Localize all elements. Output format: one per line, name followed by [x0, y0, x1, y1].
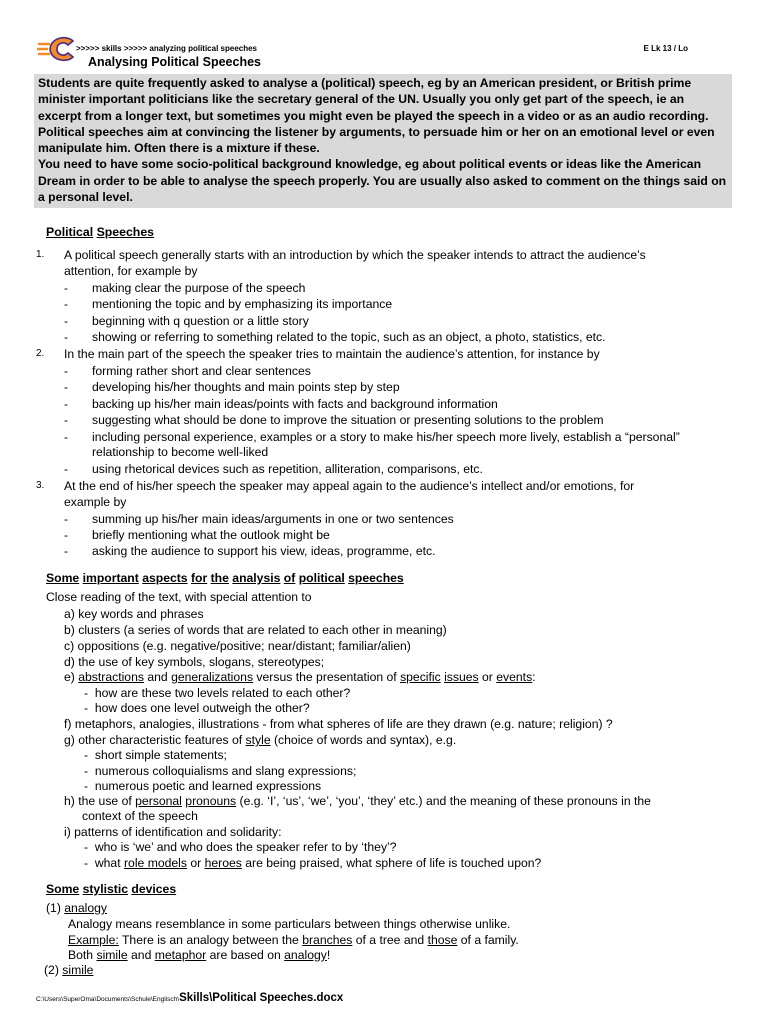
- bullet-text: using rhetorical devices such as repetition, alliteration, comparisons, etc.: [92, 462, 483, 476]
- bullet-text: relationship to become well-liked: [92, 445, 269, 459]
- heading-word: Some: [46, 571, 80, 585]
- heading-word: for: [190, 571, 208, 585]
- bullet-text: making clear the purpose of the speech: [92, 281, 306, 295]
- intro-paragraph: Students are quite frequently asked to analyse a (political) speech, eg by an American president, or British prime minister important politicians like the secretary general of the UN. Usually you only get part of the speech, ie an excerpt from a longer text, but sometimes you might even be played the speech in a video or as an audio recording.: [38, 76, 709, 123]
- bullet-text: briefly mentioning what the outlook might be: [92, 528, 330, 542]
- list-number: 2.: [36, 348, 45, 359]
- intro-box: [34, 74, 732, 208]
- heading-word: devices: [131, 882, 177, 896]
- section-heading-political-speeches: [46, 225, 154, 239]
- aspect-subitem: - how are these two levels related to each other?: [84, 686, 351, 700]
- heading-word: stylistic: [82, 882, 128, 896]
- aspect-subitem: - short simple statements;: [84, 748, 227, 762]
- aspect-subitem: - who is ‘we’ and who does the speaker refer to by ‘they’?: [84, 840, 397, 854]
- list-item-text: In the main part of the speech the speaker tries to maintain the audience’s attention, for instance by: [64, 347, 600, 361]
- bullet-dash: -: [64, 330, 69, 344]
- bullet-dash: -: [64, 364, 69, 378]
- section-heading-aspects: [46, 570, 404, 586]
- list-item-text: example by: [64, 495, 127, 509]
- document-title: Analysing Political Speeches: [88, 55, 261, 69]
- heading-word: Speeches: [96, 225, 154, 239]
- bullet-text: asking the audience to support his view, ideas, programme, etc.: [92, 544, 436, 558]
- heading-word: important: [82, 571, 139, 585]
- heading-word: aspects: [142, 571, 188, 585]
- aspect-item: d) the use of key symbols, slogans, stereotypes;: [64, 655, 325, 669]
- device-item: (2) simile: [44, 963, 94, 977]
- device-example: Example: There is an analogy between the branches of a tree and those of a family.: [68, 933, 519, 947]
- bullet-dash: -: [64, 297, 69, 311]
- aspect-item: a) key words and phrases: [64, 607, 204, 621]
- bullet-dash: -: [64, 413, 69, 427]
- bullet-dash: -: [64, 281, 69, 295]
- footer-path: C:\Users\SuperOma\Documents\Schule\Englisch\: [36, 996, 180, 1003]
- bullet-text: showing or referring to something related to the topic, such as an object, a photo, statistics, etc.: [92, 330, 606, 344]
- heading-word: analysis: [232, 571, 281, 585]
- list-item-text: A political speech generally starts with an introduction by which the speaker intends to attract the audience’s: [64, 248, 646, 262]
- bullet-text: developing his/her thoughts and main points step by step: [92, 380, 400, 394]
- bullet-dash: -: [64, 544, 69, 558]
- footer-filename: Skills\Political Speeches.docx: [179, 992, 344, 1004]
- bullet-dash: -: [64, 512, 69, 526]
- aspect-item: e) abstractions and generalizations versus the presentation of specific issues or events:: [64, 670, 536, 684]
- logo-icon: [37, 36, 77, 62]
- bullet-text: mentioning the topic and by emphasizing its importance: [92, 297, 393, 311]
- heading-word: Some: [46, 882, 80, 896]
- aspect-item: g) other characteristic features of style (choice of words and syntax), e.g.: [64, 733, 457, 747]
- heading-word: Political: [46, 225, 94, 239]
- aspect-item-continued: context of the speech: [82, 809, 198, 823]
- aspect-subitem: - how does one level outweigh the other?: [84, 701, 310, 715]
- heading-word: the: [210, 571, 229, 585]
- bullet-dash: -: [64, 397, 69, 411]
- document-code: E Lk 13 / Lo: [643, 44, 688, 53]
- intro-paragraph: Political speeches aim at convincing the listener by arguments, to persuade him or her on an emotional level or even manipulate him. Often there is a mixture if these.: [38, 124, 715, 156]
- device-item: (1) analogy: [46, 901, 107, 915]
- list-item-text: At the end of his/her speech the speaker may appeal again to the audience’s intellect and/or emotions, for: [64, 479, 635, 493]
- aspect-item: h) the use of personal pronouns (e.g. ‘I’, ‘us’, ‘we’, ‘you’, ‘they’ etc.) and the meaning of these pronouns in the: [64, 794, 651, 808]
- section-heading-stylistic-devices: [46, 881, 176, 897]
- device-note: Both simile and metaphor are based on analogy!: [68, 948, 331, 962]
- aspect-subitem: - numerous poetic and learned expressions: [84, 779, 322, 793]
- aspect-item: b) clusters (a series of words that are related to each other in meaning): [64, 623, 447, 637]
- bullet-text: backing up his/her main ideas/points with facts and background information: [92, 397, 498, 411]
- heading-word: of: [283, 571, 296, 585]
- bullet-dash: -: [64, 462, 69, 476]
- aspect-subitem: - what role models or heroes are being praised, what sphere of life is touched upon?: [84, 856, 542, 870]
- aspect-item: i) patterns of identification and solidarity:: [64, 825, 282, 839]
- bullet-text: summing up his/her main ideas/arguments in one or two sentences: [92, 512, 454, 526]
- bullet-dash: -: [64, 314, 69, 328]
- device-definition: Analogy means resemblance in some particulars between things otherwise unlike.: [68, 917, 511, 931]
- footer-file-path: [36, 988, 343, 1006]
- aspect-subitem: - numerous colloquialisms and slang expressions;: [84, 764, 357, 778]
- heading-word: political: [298, 571, 345, 585]
- bullet-text: including personal experience, examples or a story to make his/her speech more lively, establish a “personal”: [92, 430, 680, 444]
- breadcrumb: >>>>> skills >>>>> analyzing political speeches: [76, 44, 257, 53]
- bullet-text: forming rather short and clear sentences: [92, 364, 311, 378]
- bullet-text: beginning with q question or a little story: [92, 314, 309, 328]
- list-number: 1.: [36, 249, 45, 260]
- aspect-item: f) metaphors, analogies, illustrations - from what spheres of life are they drawn (e.g. nature; religion) ?: [64, 717, 613, 731]
- intro-paragraph: You need to have some socio-political background knowledge, eg about political events or ideas like the American Dream in order to be able to analyse the speech properly. You are usually also asked to comment on the things said on a personal level.: [38, 157, 727, 205]
- bullet-dash: -: [64, 430, 69, 444]
- bullet-dash: -: [64, 528, 69, 542]
- bullet-text: suggesting what should be done to improve the situation or presenting solutions to the problem: [92, 413, 604, 427]
- aspect-item: c) oppositions (e.g. negative/positive; near/distant; familiar/alien): [64, 639, 411, 653]
- aspects-intro: Close reading of the text, with special attention to: [46, 590, 312, 604]
- list-number: 3.: [36, 480, 45, 491]
- heading-word: speeches: [348, 571, 404, 585]
- list-item-text: attention, for example by: [64, 264, 198, 278]
- bullet-dash: -: [64, 380, 69, 394]
